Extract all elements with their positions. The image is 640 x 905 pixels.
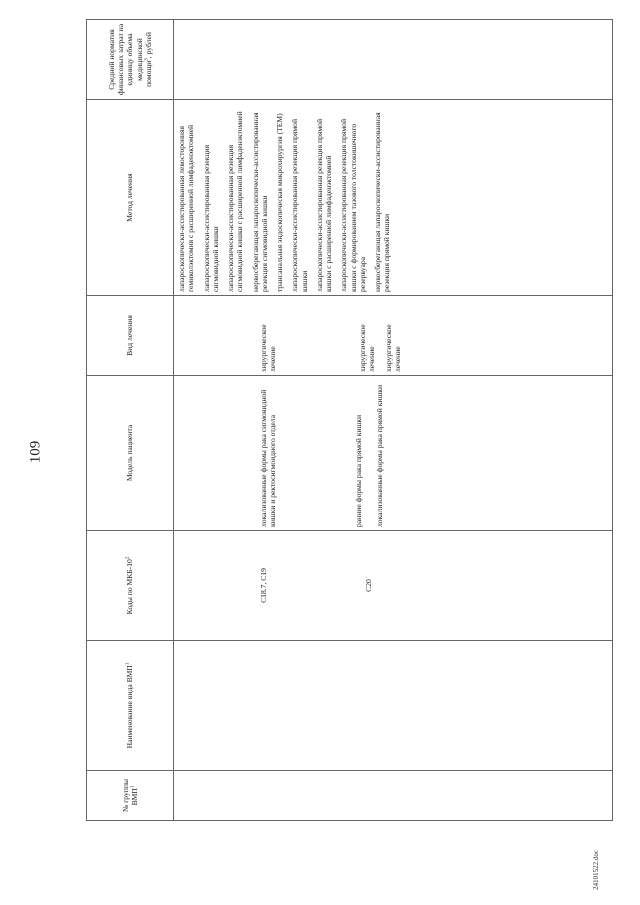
header-treatment-type: Вид лечения	[87, 296, 174, 376]
vmp-table	[86, 19, 613, 821]
codes-c18-c19: C18.7, C19	[259, 568, 268, 603]
header-group-no: № группы ВМП$^1$	[87, 771, 174, 821]
table-row	[174, 20, 613, 821]
cell-vmp-name	[174, 641, 613, 771]
cell-patient-model	[174, 376, 613, 531]
table-header-row	[87, 20, 174, 821]
header-mkb-codes: Коды по МКБ-$10^2$	[87, 531, 174, 641]
method-list-item: лапароскопически-ассистированная резекция сигмовидной кишки с расширенной лимфаденэктомией	[226, 111, 245, 292]
method-list-item: нервосберегающая лапароскопически-ассистированная резекция сигмовидной кишки	[250, 112, 269, 292]
document-id: 24101522.doc	[592, 850, 600, 890]
method-list-item: лапароскопически-ассистированная резекция прямой кишки с расширенной лимфаденэктомией	[314, 118, 333, 292]
codes-c20: C20	[364, 579, 374, 592]
header-patient-model: Модель пациента	[87, 376, 174, 531]
cell-group-no	[174, 771, 613, 821]
page-number: 109	[27, 440, 44, 464]
method-list-item: лапароскопически-ассистированная резекция сигмовидной кишки	[201, 144, 220, 292]
cell-treatment-type	[174, 296, 613, 376]
method-list-item: трансанальная эндоскопическая микрохирургия (TEM)	[275, 113, 284, 292]
model-rectum-local: локализованные формы рака прямой кишки	[374, 384, 384, 527]
type-rectum-early: хирургическое лечение	[357, 324, 376, 372]
header-cost: Средний норматив финансовых затрат на единицу объема медицинской помощи$^3$, рублей	[87, 20, 174, 100]
method-list-item: лапароскопически-ассистированная левосторонняя гемиколэктомия с расширенной лимфаденэктомией	[177, 124, 196, 292]
method-list-item: лапароскопически-ассистированная резекция прямой кишки с формированием тазового толстокишечного резервуара	[339, 118, 367, 292]
model-rectum-early: ранние формы рака прямой кишки	[353, 414, 363, 527]
rotated-table-container	[86, 20, 609, 821]
method-list-item: нервосберегающая лапароскопически-ассистированная резекция прямой кишки	[373, 112, 392, 292]
model-sigmoid: локализованные формы рака сигмовидной кишки и ректосигмоидного отдела	[259, 389, 278, 527]
header-method: Метод лечения	[87, 100, 174, 296]
method-list-item: лапароскопически-ассистированная резекция прямой кишки	[290, 118, 309, 292]
cell-mkb-codes	[174, 531, 613, 641]
cell-cost	[174, 20, 613, 100]
header-vmp-name: Наименование вида ВМП$^1$	[87, 641, 174, 771]
type-sigmoid: хирургическое лечение	[259, 324, 278, 372]
cell-method	[174, 100, 613, 296]
type-rectum-local: хирургическое лечение	[384, 324, 403, 372]
